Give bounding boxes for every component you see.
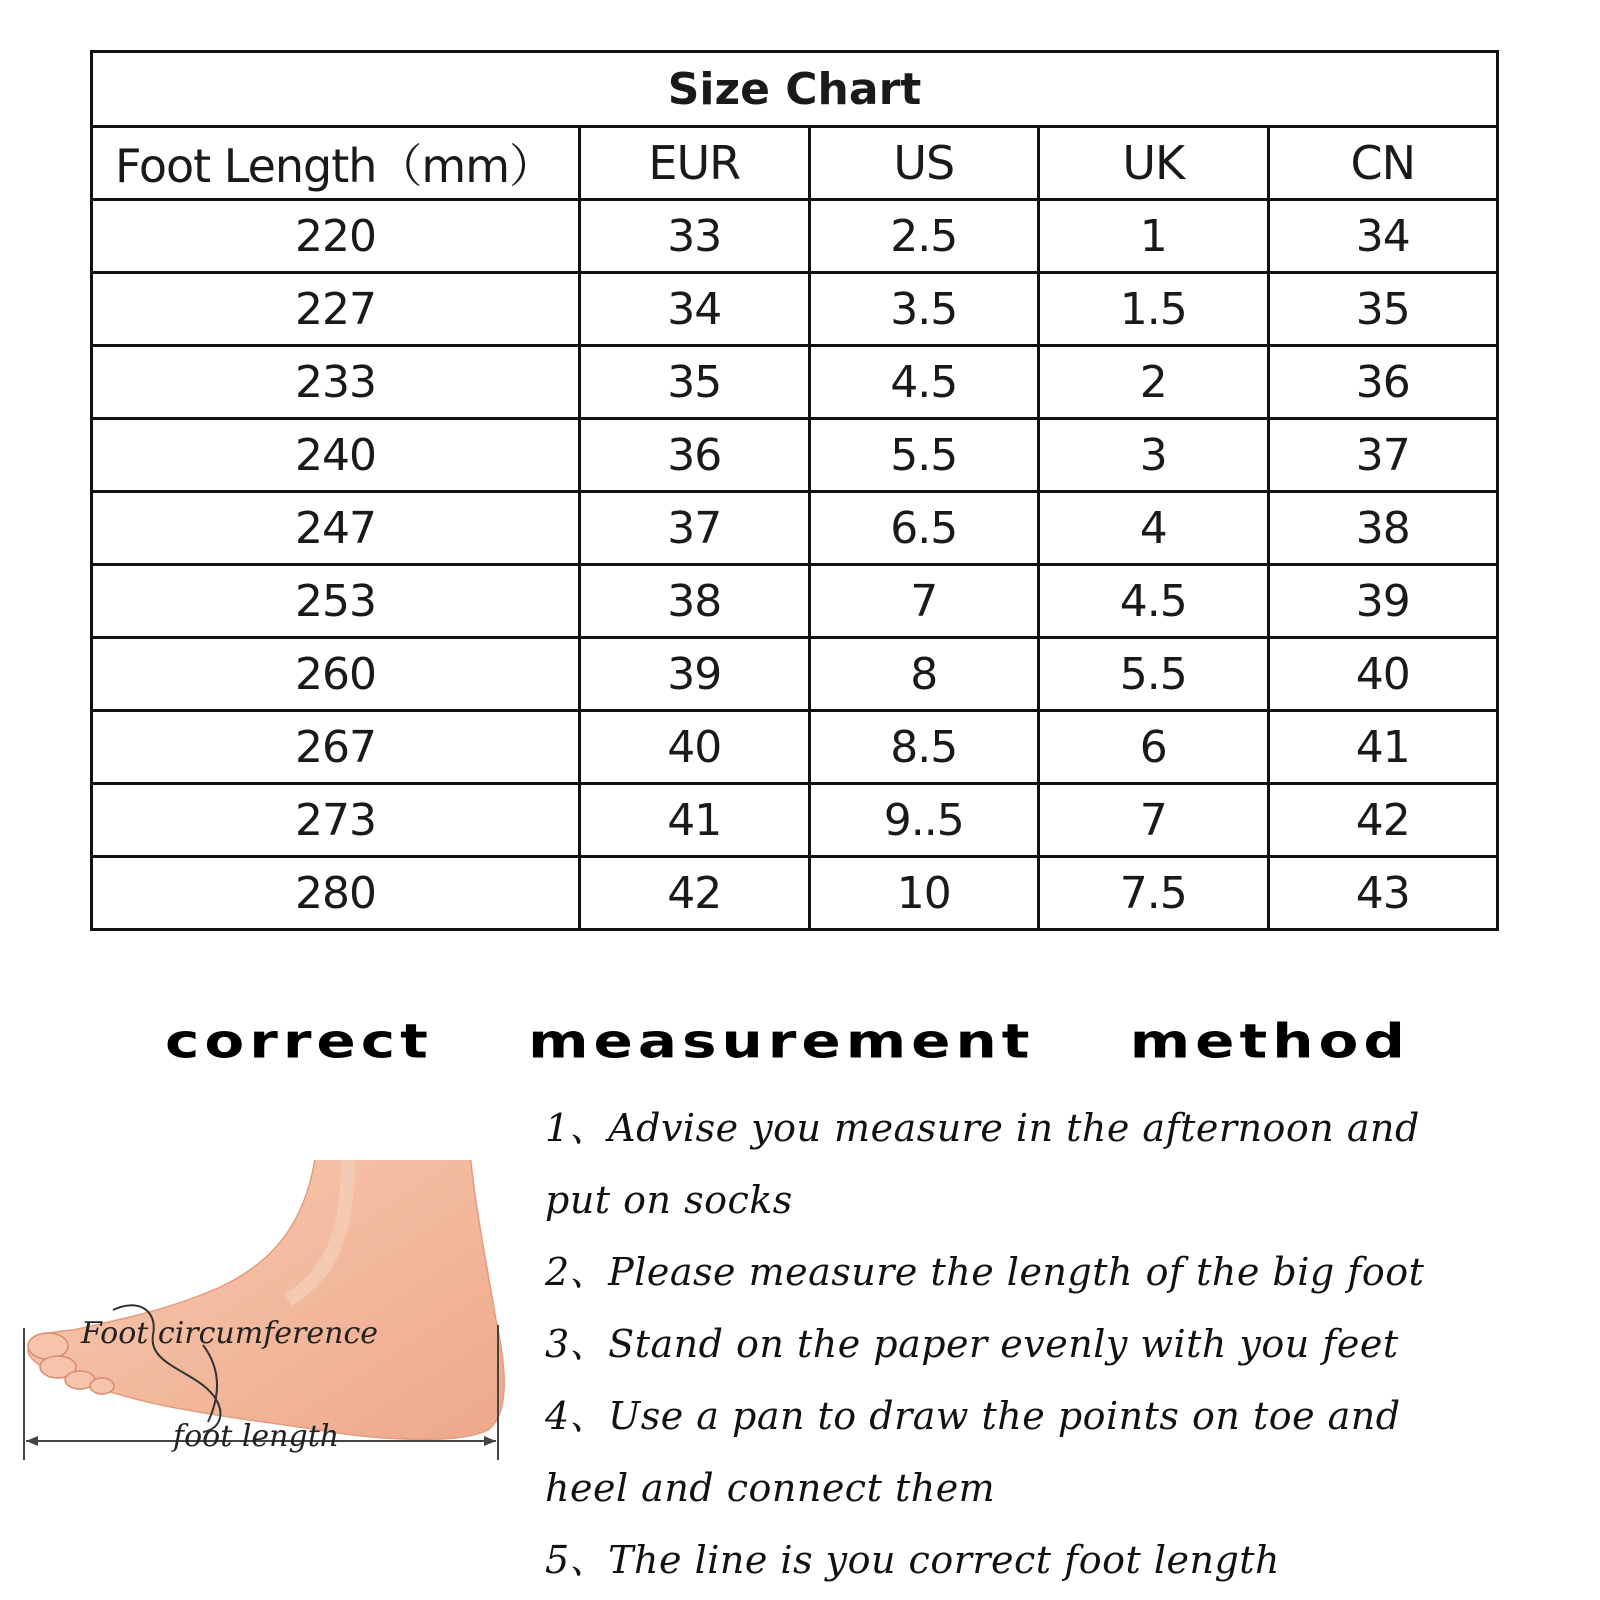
length-arrow-left	[26, 1436, 38, 1446]
header-foot-length: Foot Length（mm）	[92, 127, 580, 200]
table-cell: 43	[1268, 857, 1498, 930]
table-body	[92, 200, 1498, 930]
table-cell: 34	[580, 273, 810, 346]
table-cell: 4	[1039, 492, 1269, 565]
table-cell: 3.5	[809, 273, 1039, 346]
length-arrow-right	[484, 1436, 496, 1446]
header-cn: CN	[1268, 127, 1498, 200]
table-cell: 220	[92, 200, 580, 273]
table-cell: 37	[1268, 419, 1498, 492]
table-row	[92, 492, 1498, 565]
size-chart-table	[90, 50, 1499, 931]
table-cell: 36	[580, 419, 810, 492]
table-cell: 39	[1268, 565, 1498, 638]
table-cell: 267	[92, 711, 580, 784]
table-row	[92, 346, 1498, 419]
title-row	[92, 52, 1498, 127]
table-cell: 253	[92, 565, 580, 638]
toe-4	[90, 1378, 114, 1394]
table-row	[92, 565, 1498, 638]
table-cell: 7	[809, 565, 1039, 638]
table-cell: 247	[92, 492, 580, 565]
table-cell: 40	[1268, 638, 1498, 711]
table-row	[92, 784, 1498, 857]
instruction-line: 2、Please measure the length of the big foot	[545, 1250, 1425, 1294]
table-row	[92, 857, 1498, 930]
table-cell: 233	[92, 346, 580, 419]
table-cell: 5.5	[1039, 638, 1269, 711]
table-cell: 240	[92, 419, 580, 492]
instructions-list	[545, 1092, 1595, 1596]
table-cell: 7	[1039, 784, 1269, 857]
table-cell: 4.5	[1039, 565, 1269, 638]
table-cell: 280	[92, 857, 580, 930]
instruction-line: put on socks	[545, 1178, 793, 1222]
table-cell: 34	[1268, 200, 1498, 273]
instruction-line: 4、Use a pan to draw the points on toe and	[545, 1394, 1401, 1438]
table-row	[92, 711, 1498, 784]
table-cell: 3	[1039, 419, 1269, 492]
table-cell: 42	[1268, 784, 1498, 857]
header-uk: UK	[1039, 127, 1269, 200]
table-cell: 273	[92, 784, 580, 857]
table-cell: 33	[580, 200, 810, 273]
table-cell: 38	[580, 565, 810, 638]
foot-shape	[28, 1160, 504, 1439]
table-cell: 41	[580, 784, 810, 857]
table-cell: 35	[580, 346, 810, 419]
table-cell: 40	[580, 711, 810, 784]
instruction-line: 3、Stand on the paper evenly with you feet	[545, 1322, 1399, 1366]
table-cell: 227	[92, 273, 580, 346]
table-row	[92, 273, 1498, 346]
table-cell: 260	[92, 638, 580, 711]
table-cell: 7.5	[1039, 857, 1269, 930]
table-cell: 6	[1039, 711, 1269, 784]
instruction-line: heel and connect them	[545, 1466, 996, 1510]
table-cell: 35	[1268, 273, 1498, 346]
header-row	[92, 127, 1498, 200]
table-cell: 42	[580, 857, 810, 930]
table-cell: 38	[1268, 492, 1498, 565]
table-row	[92, 638, 1498, 711]
instruction-line: 5、The line is you correct foot length	[545, 1538, 1281, 1582]
table-cell: 9..5	[809, 784, 1039, 857]
table-cell: 1	[1039, 200, 1269, 273]
table-cell: 2.5	[809, 200, 1039, 273]
table-cell: 1.5	[1039, 273, 1269, 346]
table-cell: 10	[809, 857, 1039, 930]
table-cell: 37	[580, 492, 810, 565]
table-cell: 8	[809, 638, 1039, 711]
table-cell: 2	[1039, 346, 1269, 419]
length-label: foot length	[173, 1419, 340, 1454]
table-cell: 8.5	[809, 711, 1039, 784]
table-cell: 4.5	[809, 346, 1039, 419]
header-eur: EUR	[580, 127, 810, 200]
circumference-label: Foot circumference	[81, 1316, 379, 1351]
table-row	[92, 200, 1498, 273]
table-row	[92, 419, 1498, 492]
table-cell: 5.5	[809, 419, 1039, 492]
foot-illustration	[18, 1160, 518, 1500]
instruction-line: 1、Advise you measure in the afternoon and	[545, 1106, 1420, 1150]
table-cell: 6.5	[809, 492, 1039, 565]
method-title: correct measurement method	[165, 1013, 1410, 1069]
toe-1	[28, 1333, 68, 1359]
table-cell: 39	[580, 638, 810, 711]
table-cell: 36	[1268, 346, 1498, 419]
table-cell: 41	[1268, 711, 1498, 784]
header-us: US	[809, 127, 1039, 200]
table-title: Size Chart	[92, 52, 1498, 127]
